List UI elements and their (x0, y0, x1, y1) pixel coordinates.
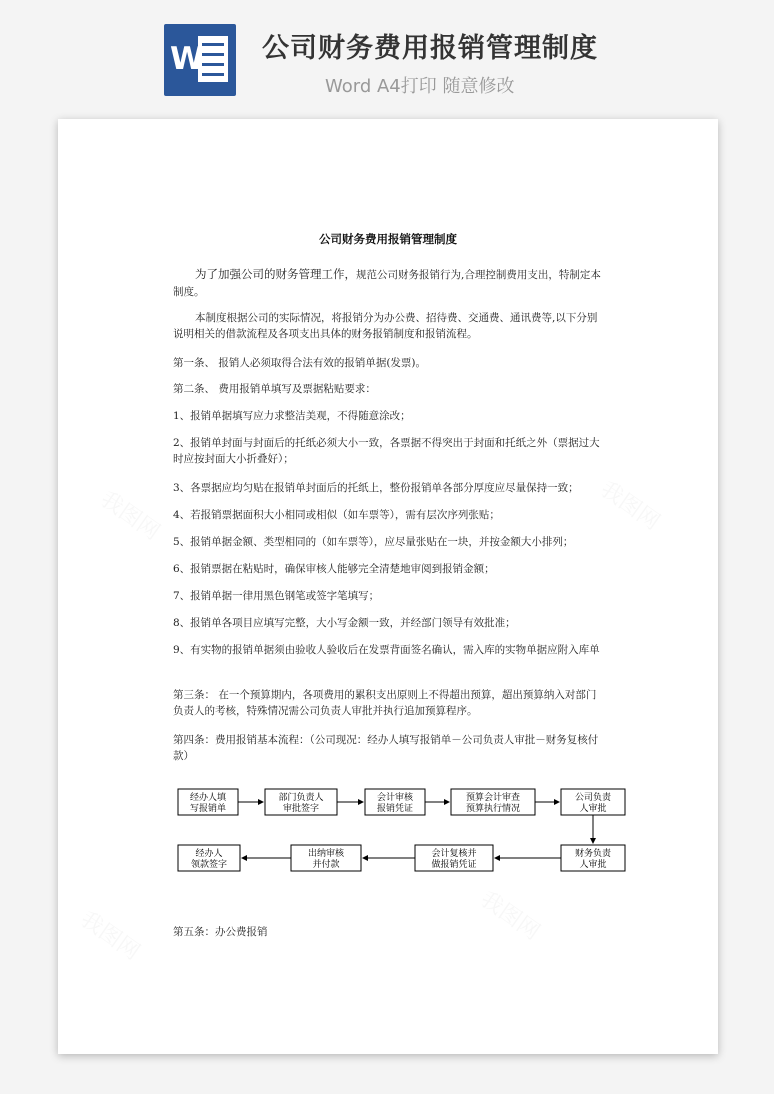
flow-box-label: 部门负责人 (278, 793, 324, 803)
watermark: 我图网 (75, 906, 145, 966)
watermark: 我图网 (95, 486, 165, 546)
reimbursement-flowchart (173, 787, 633, 882)
watermark: 我图网 (595, 476, 665, 536)
document-page (58, 119, 718, 1054)
intro-paragraph: 本制度根据公司的实际情况，将报销分为办公费、招待费、交通费、通讯费等,以下分别说明相关的借款流程及各项支出具体的财务报销制度和报销流程。 (173, 312, 598, 340)
list-item: 3、各票据应均匀贴在报销单封面后的托纸上，整份报销单各部分厚度应尽量保持一致； (173, 482, 579, 494)
banner-title: 公司财务费用报销管理制度 (262, 33, 598, 64)
document-title: 公司财务费用报销管理制度 (319, 232, 457, 246)
flow-box-label: 出纳审核 (307, 849, 345, 859)
flow-box-label: 预算会计审查 (465, 793, 521, 803)
word-document-icon (164, 24, 236, 96)
banner (0, 0, 774, 110)
flow-box-label: 做报销凭证 (431, 860, 477, 870)
flow-box-label: 写报销单 (189, 804, 227, 814)
flow-box-label: 人审批 (579, 860, 607, 870)
flow-box-label: 公司负责 (574, 793, 612, 803)
article-4: 第四条：费用报销基本流程：（公司现况：经办人填写报销单－公司负责人审批－财务复核付款） (173, 734, 599, 762)
article-2: 第二条、 费用报销单填写及票据粘贴要求： (173, 383, 376, 395)
flow-box-label: 并付款 (312, 860, 340, 870)
article-5: 第五条：办公费报销 (173, 926, 268, 938)
flow-box-label: 会计复核并 (431, 849, 477, 859)
flow-box-label: 会计审核 (376, 793, 414, 803)
article-3: 第三条： 在一个预算期内，各项费用的累积支出原则上不得超出预算，超出预算纳入对部门负责人的考核，特殊情况需公司负责人审批并执行追加预算程序。 (173, 689, 597, 717)
lead-text-large: 为了加强公司的财务管理工作， (195, 267, 356, 281)
lead-paragraph (173, 266, 603, 300)
word-icon-letter: W (170, 41, 205, 77)
list-item: 8、报销单各项目应填写完整，大小写金额一致，并经部门领导有效批准； (173, 617, 516, 629)
flow-box-label: 预算执行情况 (465, 804, 521, 814)
flow-box-label: 报销凭证 (376, 804, 414, 814)
lead-text: 规范公司财务报销行为,合理控制费用支出，特制定本制度。 (173, 269, 601, 298)
banner-subtitle: Word A4打印 随意修改 (325, 76, 515, 97)
watermark: 我图网 (475, 886, 545, 946)
list-item: 2、报销单封面与封面后的托纸必须大小一致，各票据不得突出于封面和托纸之外（票据过大时应按封面大小折叠好）； (173, 437, 600, 465)
list-item: 9、有实物的报销单据须由验收人验收后在发票背面签名确认，需入库的实物单据应附入库单 (173, 644, 600, 656)
list-item: 6、报销票据在粘贴时，确保审核人能够完全清楚地审阅到报销金额； (173, 563, 495, 575)
flow-box-label: 财务负责 (574, 849, 612, 859)
flow-box-label: 审批签字 (282, 804, 320, 814)
flow-box-label: 人审批 (579, 804, 607, 814)
flow-box-label: 经办人 (195, 849, 223, 859)
flow-box-label: 领款签字 (190, 860, 228, 870)
list-item: 5、报销单据金额、类型相同的（如车票等），应尽量张贴在一块，并按金额大小排列； (173, 536, 574, 548)
list-item: 4、若报销票据面积大小相同或相似（如车票等），需有层次序列张贴； (173, 509, 500, 521)
article-1: 第一条、 报销人必须取得合法有效的报销单据(发票)。 (173, 357, 427, 369)
list-item: 7、报销单据一律用黑色钢笔或签字笔填写； (173, 590, 380, 602)
flow-box-label: 经办人填 (189, 793, 227, 803)
list-item: 1、报销单据填写应力求整洁美观，不得随意涂改； (173, 410, 411, 422)
